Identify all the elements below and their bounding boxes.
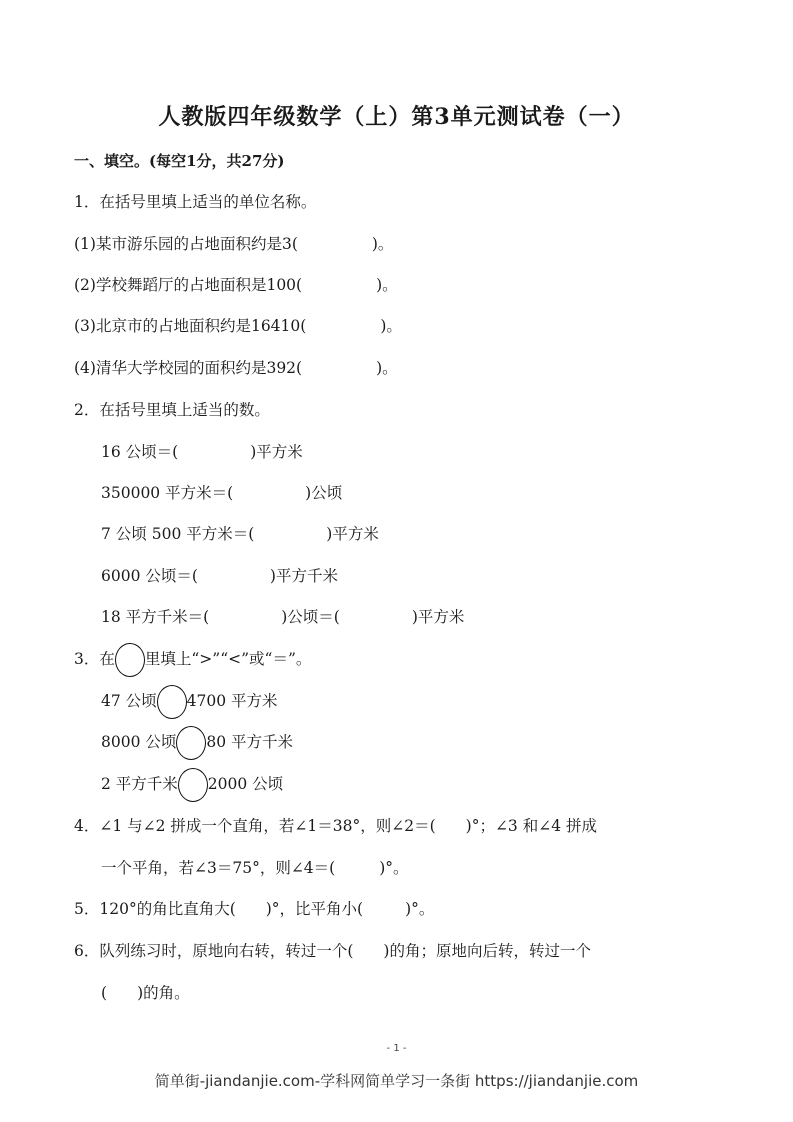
item-unit: )平方米	[250, 443, 303, 461]
item-unit: )平方米	[411, 608, 465, 626]
question-3-item	[101, 689, 278, 713]
question-3-item	[101, 772, 283, 796]
page-number: - 1 -	[386, 1043, 407, 1054]
item-text: 6．队列练习时，原地向右转，转过一个(	[74, 942, 354, 960]
item-text: )°。	[379, 859, 409, 877]
item-text: 4．∠1 与∠2 拼成一个直角，若∠1＝38°，则∠2＝(	[74, 817, 436, 835]
item-text: (4)清华大学校园的面积约是392(	[74, 359, 303, 377]
item-text: )的角；原地向后转，转过一个	[383, 942, 591, 960]
item-text: )的角。	[137, 984, 190, 1002]
item-text: 350000 平方米＝(	[101, 484, 234, 502]
item-text: 18 平方千米＝(	[101, 608, 210, 626]
item-right: 80 平方千米	[206, 733, 294, 751]
question-2-item	[101, 564, 338, 586]
item-text: )°；∠3 和∠4 拼成	[465, 817, 597, 835]
item-text: 7 公顷 500 平方米＝(	[101, 525, 255, 543]
question-4-line2	[101, 856, 409, 878]
item-text: 5．120°的角比直角大(	[74, 900, 236, 918]
item-text: )°。	[405, 900, 435, 918]
question-2-item	[101, 481, 342, 503]
compare-circle-input[interactable]	[178, 768, 208, 802]
question-2-stem: 2．在括号里填上适当的数。	[74, 401, 270, 419]
item-text: (2)学校舞蹈厅的占地面积是100(	[74, 276, 303, 294]
compare-circle-input[interactable]	[157, 685, 187, 719]
item-suffix: )。	[380, 317, 402, 335]
question-5	[74, 897, 434, 919]
item-suffix: )。	[371, 235, 394, 253]
item-unit: )平方千米	[269, 567, 338, 585]
question-1-item	[74, 356, 398, 378]
item-suffix: )。	[376, 276, 398, 294]
item-left: 47 公顷	[101, 692, 157, 710]
item-text: (3)北京市的占地面积约是16410(	[74, 317, 307, 335]
stem-text: 3．在	[74, 650, 115, 668]
footer-watermark: 简单街-jiandanjie.com-学科网简单学习一条街 https://jiandanjie.com	[154, 1072, 639, 1090]
item-text: )°，比平角小(	[265, 900, 364, 918]
item-left: 8000 公顷	[101, 733, 177, 751]
item-text: 16 公顷＝(	[101, 443, 179, 461]
question-1-item	[74, 273, 398, 295]
item-unit: )公顷	[305, 484, 343, 502]
item-text: (	[101, 984, 108, 1002]
item-text: 6000 公顷＝(	[101, 567, 198, 585]
question-2-item	[101, 440, 303, 462]
item-suffix: )。	[376, 359, 398, 377]
question-1-item	[74, 232, 393, 254]
item-left: 2 平方千米	[101, 775, 178, 793]
compare-circle-input[interactable]	[176, 726, 206, 760]
item-right: 4700 平方米	[186, 692, 278, 710]
question-6-line1	[74, 939, 591, 961]
question-6-line2	[101, 981, 190, 1003]
question-4-line1	[74, 814, 597, 836]
item-text: (1)某市游乐园的占地面积约是3(	[74, 235, 298, 253]
compare-circle-icon	[115, 643, 145, 677]
section-heading: 一、填空。(每空1分，共27分)	[74, 152, 285, 170]
question-3-stem	[74, 647, 311, 671]
page-title: 人教版四年级数学（上）第3单元测试卷（一）	[158, 104, 635, 130]
question-3-item	[101, 730, 293, 754]
stem-text: 里填上“>”“<”或“＝”。	[144, 650, 312, 668]
item-text: 一个平角，若∠3＝75°，则∠4＝(	[101, 859, 336, 877]
item-unit: )公顷＝(	[281, 608, 340, 626]
item-right: 2000 公顷	[207, 775, 284, 793]
item-unit: )平方米	[326, 525, 379, 543]
question-2-item	[101, 605, 464, 627]
question-1-item	[74, 314, 402, 336]
question-1-stem: 1．在括号里填上适当的单位名称。	[74, 193, 317, 211]
question-2-item	[101, 522, 379, 544]
